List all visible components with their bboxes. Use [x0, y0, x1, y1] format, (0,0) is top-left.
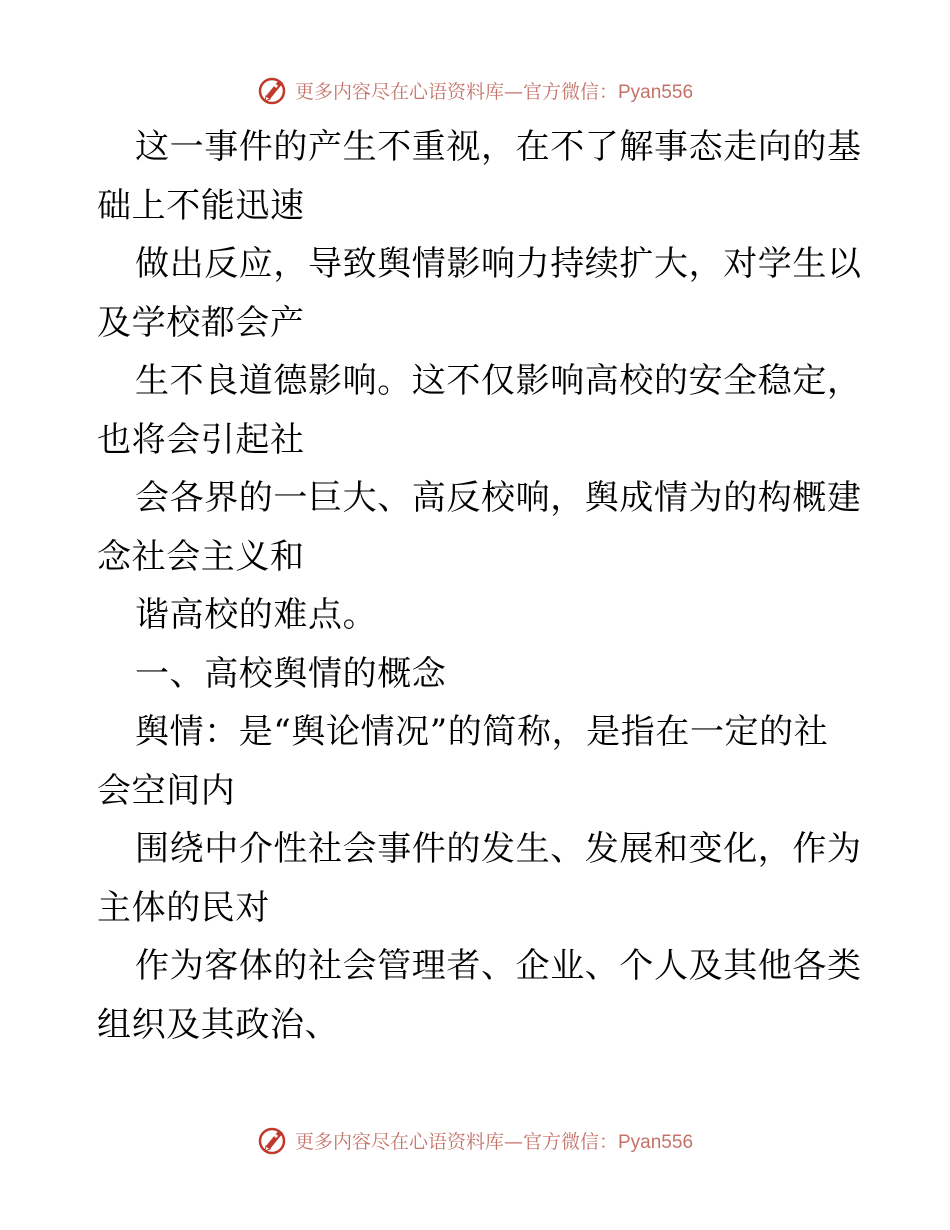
text-line: 生不良道德影响。这不仅影响高校的安全稳定，: [135, 361, 862, 401]
pen-nib-circle-icon: [257, 74, 289, 106]
text-line: 也将会引起社: [97, 419, 305, 460]
text-line: 这一事件的产生不重视，在不了解事态走向的基: [135, 127, 862, 167]
text-line: 础上不能迅速: [97, 185, 305, 226]
text-line: 主体的民对: [97, 887, 270, 928]
banner-id: Pyan556: [618, 81, 694, 103]
banner-text: 更多内容尽在心语资料库—官方微信：Pyan556: [294, 80, 694, 103]
text-line: 念社会主义和: [97, 536, 305, 577]
pen-nib-circle-icon: [257, 1124, 289, 1156]
text-line: 及学校都会产: [97, 302, 305, 343]
text-line: 围绕中介性社会事件的发生、发展和变化，作为: [135, 829, 862, 869]
text-line: 会各界的一巨大、高反校响，舆成情为的构概建: [135, 478, 862, 518]
text-line: 作为客体的社会管理者、企业、个人及其他各类: [135, 946, 862, 986]
text-line: 舆情：是“舆论情况”的简称，是指在一定的社: [135, 712, 829, 752]
text-line: 组织及其政治、: [97, 1004, 340, 1045]
text-line: 一、高校舆情的概念: [135, 653, 447, 694]
text-line: 谐高校的难点。: [135, 595, 378, 635]
banner-id: Pyan556: [618, 1131, 694, 1153]
text-line: 会空间内: [97, 770, 236, 811]
header-banner: [0, 70, 950, 110]
banner-text: 更多内容尽在心语资料库—官方微信：Pyan556: [294, 1130, 694, 1153]
footer-banner: [0, 1120, 950, 1160]
document-body: [97, 118, 862, 1054]
text-line: 做出反应，导致舆情影响力持续扩大，对学生以: [135, 244, 862, 284]
